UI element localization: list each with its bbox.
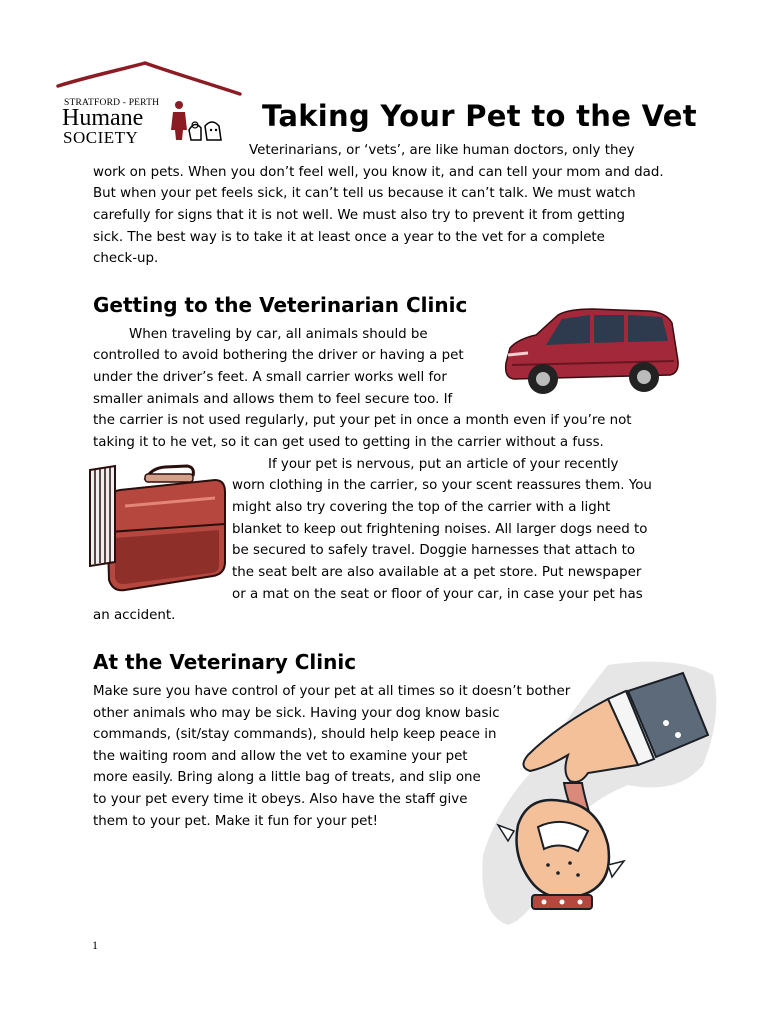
s1-p2-line-2: worn clothing in the carrier, so your scent reassures them. You	[232, 478, 652, 493]
s1-p2-line-1: If your pet is nervous, put an article of your recently	[268, 457, 619, 472]
s2-line-4: the waiting room and allow the vet to examine your pet	[93, 749, 468, 764]
s1-p1-line-6: taking it to he vet, so it can get used to getting in the carrier without a fuss.	[93, 435, 604, 450]
logo-line-1: STRATFORD - PERTH	[64, 98, 160, 108]
s2-line-7: them to your pet. Make it fun for your pet!	[93, 814, 378, 829]
s1-p1-line-4: smaller animals and allows them to feel secure too. If	[93, 392, 453, 407]
page-number: 1	[92, 938, 98, 952]
people-and-pets-icon	[165, 100, 235, 142]
intro-line-1: Veterinarians, or ‘vets’, are like human doctors, only they	[249, 143, 635, 158]
intro-line-2: work on pets. When you don’t feel well, you know it, and can tell your mom and dad.	[93, 165, 664, 180]
s1-p1-line-1: When traveling by car, all animals should be	[129, 327, 428, 342]
s1-p2-line-8: an accident.	[93, 608, 176, 623]
minivan-icon	[498, 303, 680, 400]
s1-p1-line-5: the carrier is not used regularly, put your pet in once a month even if you’re not	[93, 413, 632, 428]
section-heading-at-clinic: At the Veterinary Clinic	[93, 650, 357, 674]
intro-line-4: carefully for signs that it is not well. We must also try to prevent it from getting	[93, 208, 626, 223]
dog-treat-icon	[478, 655, 723, 930]
s1-p2-line-7: or a mat on the seat or floor of your car, in case your pet has	[232, 587, 643, 602]
s2-line-1: Make sure you have control of your pet at all times so it doesn’t bother	[93, 684, 571, 699]
intro-line-3: But when your pet feels sick, it can’t tell us because it can’t talk. We must watch	[93, 186, 636, 201]
s2-line-2: other animals who may be sick. Having your dog know basic	[93, 706, 500, 721]
s1-p2-line-4: blanket to keep out frightening noises. All larger dogs need to	[232, 522, 648, 537]
intro-line-5: sick. The best way is to take it at least once a year to the vet for a complete	[93, 230, 605, 245]
logo-line-3: SOCIETY	[63, 128, 139, 147]
intro-line-6: check-up.	[93, 251, 159, 266]
pet-carrier-icon	[85, 462, 230, 597]
page-title: Taking Your Pet to the Vet	[262, 99, 697, 133]
s1-p1-line-2: controlled to avoid bothering the driver or having a pet	[93, 348, 464, 363]
s2-line-6: to your pet every time it obeys. Also have the staff give	[93, 792, 468, 807]
logo-line-2: Humane	[62, 105, 144, 131]
s1-p2-line-3: might also try covering the top of the carrier with a light	[232, 500, 611, 515]
s2-line-5: more easily. Bring along a little bag of treats, and slip one	[93, 770, 481, 785]
roof-icon	[50, 58, 250, 98]
s2-line-3: commands, (sit/stay commands), should help keep peace in	[93, 727, 497, 742]
s1-p2-line-6: the seat belt are also available at a pet store. Put newspaper	[232, 565, 642, 580]
humane-society-logo	[50, 58, 250, 153]
s1-p2-line-5: be secured to safely travel. Doggie harnesses that attach to	[232, 543, 636, 558]
section-heading-getting-to-clinic: Getting to the Veterinarian Clinic	[93, 293, 468, 317]
s1-p1-line-3: under the driver’s feet. A small carrier works well for	[93, 370, 447, 385]
